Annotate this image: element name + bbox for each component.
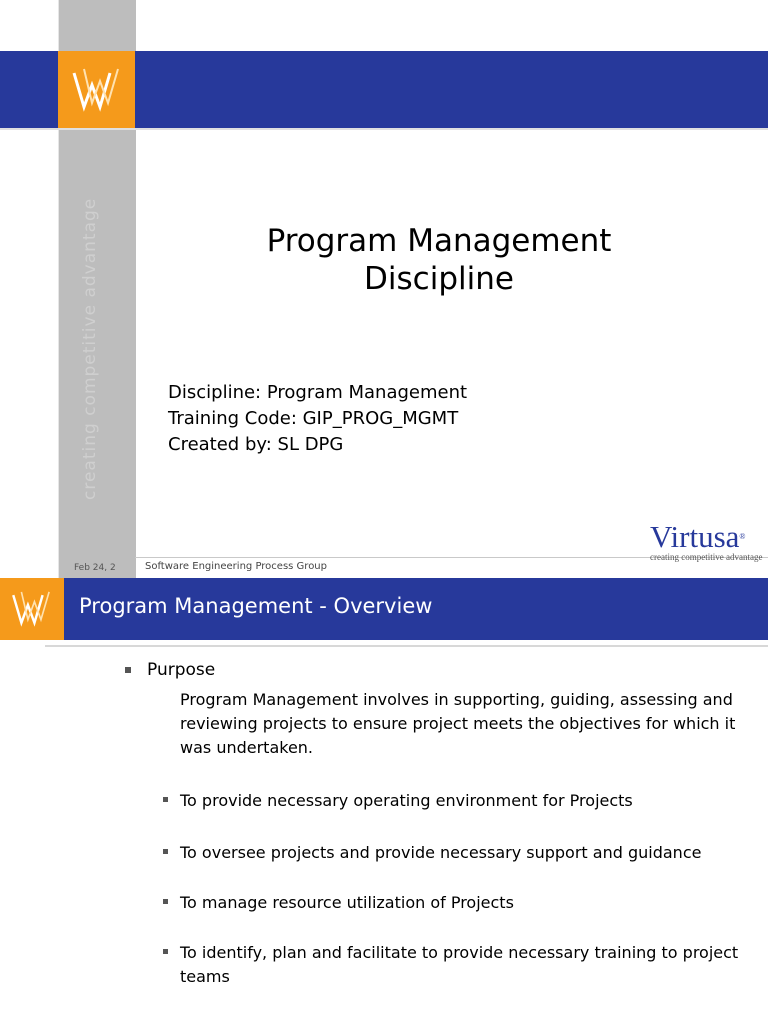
slide-title: Program Management - Overview	[79, 594, 433, 618]
logo-badge-small	[0, 578, 64, 640]
purpose-description: Program Management involves in supporting, guiding, assessing and reviewing projects to ensure project meets the objectives for which it was undertaken.	[180, 690, 736, 757]
vw-monogram-icon	[70, 63, 124, 117]
list-item: To identify, plan and facilitate to provide necessary training to project teams	[180, 943, 739, 986]
brand-tagline: creating competitive advantage	[650, 552, 763, 562]
list-item: To provide necessary operating environment for Projects	[180, 791, 633, 810]
title-line-1: Program Management	[266, 223, 612, 259]
list-item: To manage resource utilization of Projects	[180, 893, 514, 912]
vw-monogram-icon	[10, 587, 54, 631]
square-bullet-icon	[163, 849, 168, 854]
info-training-code: Training Code: GIP_PROG_MGMT	[168, 408, 459, 429]
list-item: To oversee projects and provide necessary support and guidance	[180, 843, 702, 862]
square-bullet-icon	[125, 667, 131, 673]
course-info	[168, 380, 467, 458]
slide-title	[200, 222, 678, 298]
title-line-2: Discipline	[364, 261, 514, 297]
registered-mark: ®	[739, 532, 746, 541]
purpose-label: Purpose	[147, 660, 216, 680]
title-underline	[45, 645, 768, 647]
side-tagline: creating competitive advantage	[80, 197, 100, 500]
footer-date: Feb 24, 2	[74, 563, 116, 573]
brand-logo	[650, 520, 762, 562]
footer-group: Software Engineering Process Group	[145, 561, 327, 572]
info-discipline: Discipline: Program Management	[168, 382, 468, 403]
square-bullet-icon	[163, 949, 168, 954]
brand-name: Virtusa	[650, 519, 740, 554]
square-bullet-icon	[163, 797, 168, 802]
overview-slide	[0, 578, 768, 1024]
info-created-by: Created by: SL DPG	[168, 434, 344, 455]
logo-badge	[58, 51, 135, 128]
square-bullet-icon	[163, 899, 168, 904]
band-divider	[0, 128, 768, 130]
